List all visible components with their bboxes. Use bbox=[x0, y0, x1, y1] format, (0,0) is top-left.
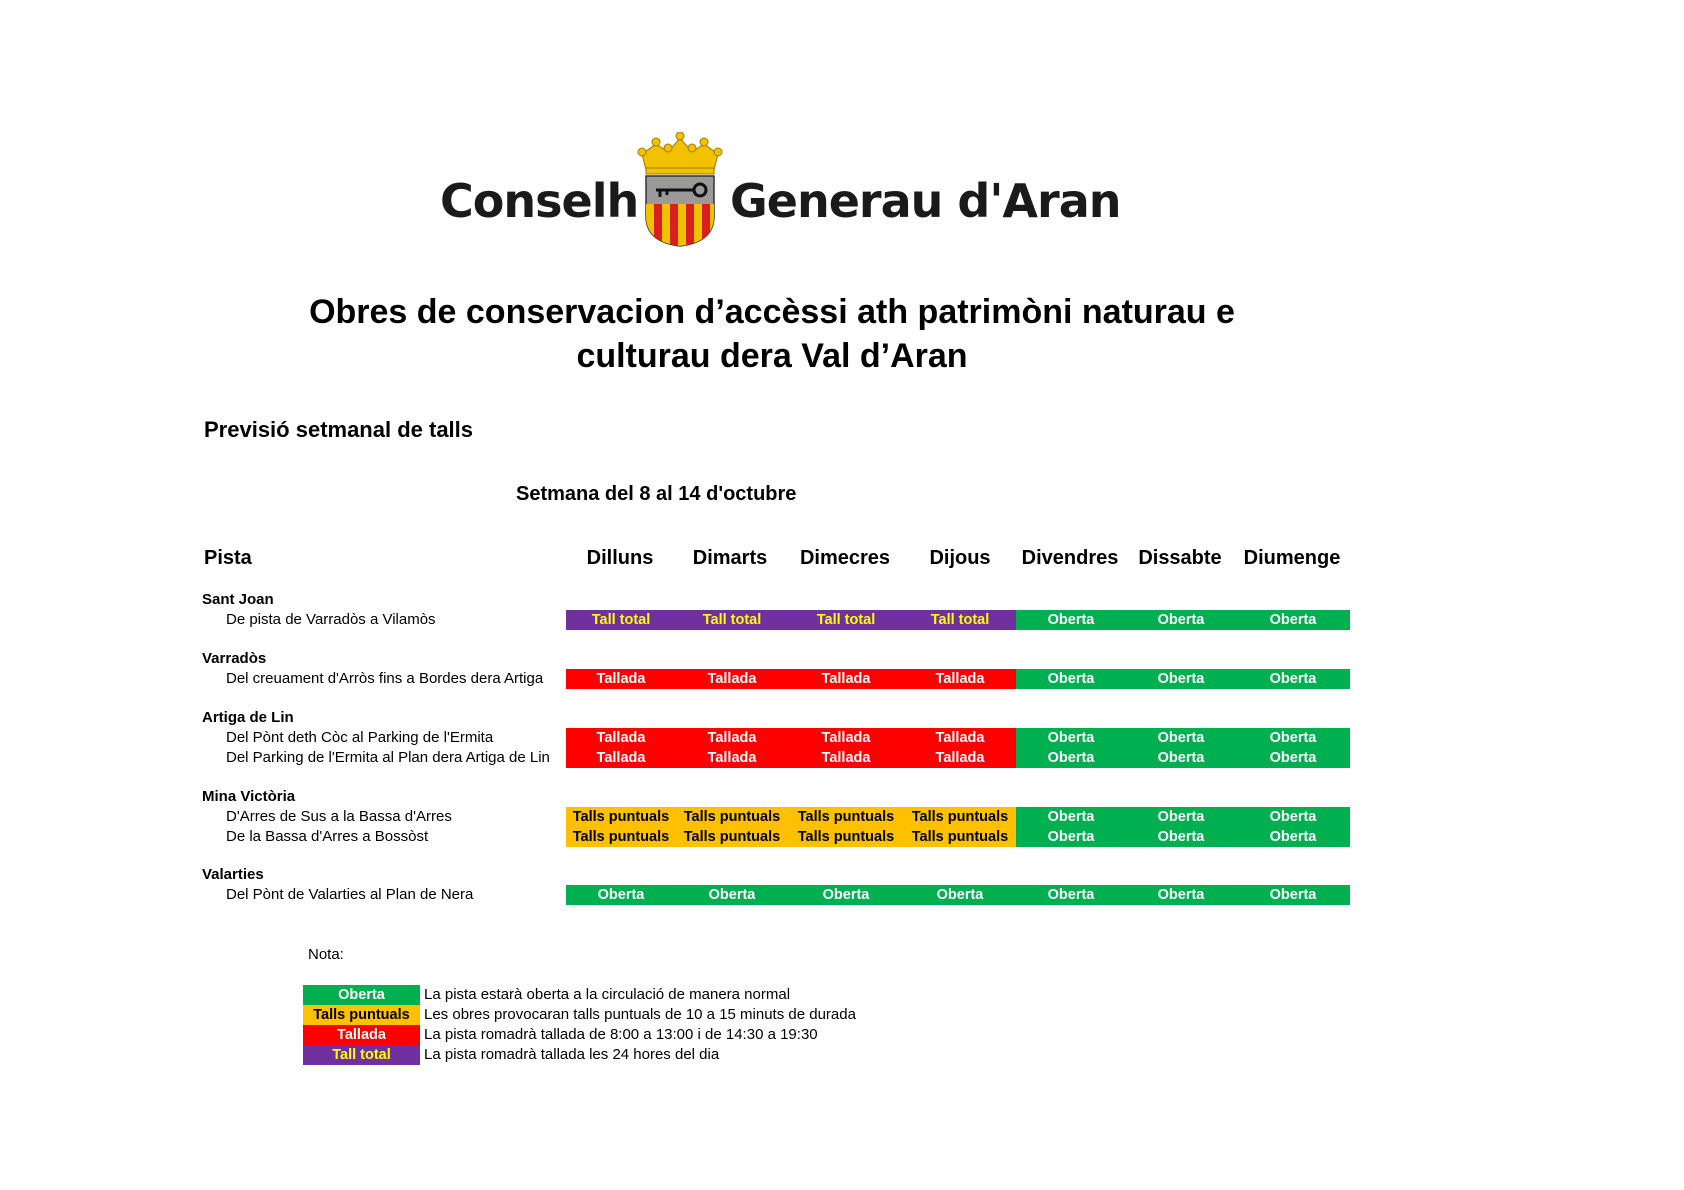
status-cell: Tallada bbox=[788, 728, 904, 748]
group-name: Valarties bbox=[202, 866, 264, 883]
status-cell: Talls puntuals bbox=[788, 807, 904, 827]
route-name: Del Pònt de Valarties al Plan de Nera bbox=[226, 886, 474, 903]
day-header-divendres: Divendres bbox=[1021, 547, 1119, 569]
status-cell: Tall total bbox=[566, 610, 676, 630]
route-name: Del creuament d'Arròs fins a Bordes dera Artiga bbox=[226, 670, 544, 687]
group-name: Sant Joan bbox=[202, 591, 274, 608]
note-label: Nota: bbox=[308, 946, 344, 963]
day-header-dimecres: Dimecres bbox=[799, 547, 891, 569]
status-cell: Oberta bbox=[676, 885, 788, 905]
legend-description: La pista romadrà tallada de 8:00 a 13:00 i de 14:30 a 19:30 bbox=[424, 1026, 818, 1043]
status-cell: Oberta bbox=[1016, 610, 1126, 630]
legend-swatch: Talls puntuals bbox=[303, 1005, 420, 1025]
status-cell: Oberta bbox=[1236, 748, 1350, 768]
status-cell: Talls puntuals bbox=[904, 827, 1016, 847]
status-cell: Oberta bbox=[788, 885, 904, 905]
day-header-diumenge: Diumenge bbox=[1243, 547, 1341, 569]
status-cell: Tallada bbox=[566, 728, 676, 748]
status-cell: Talls puntuals bbox=[566, 827, 676, 847]
status-cell: Tallada bbox=[904, 728, 1016, 748]
status-cell: Oberta bbox=[1126, 827, 1236, 847]
coat-of-arms-icon bbox=[636, 132, 724, 248]
status-cell: Oberta bbox=[1016, 669, 1126, 689]
legend-swatch: Oberta bbox=[303, 985, 420, 1005]
status-cell: Tallada bbox=[676, 728, 788, 748]
status-cell: Oberta bbox=[1126, 748, 1236, 768]
legend-description: Les obres provocaran talls puntuals de 10 a 15 minuts de durada bbox=[424, 1006, 856, 1023]
status-cell: Tall total bbox=[676, 610, 788, 630]
title-line-1: Obres de conservacion d’accèssi ath patrimòni naturau e bbox=[309, 293, 1235, 331]
page-title bbox=[160, 290, 1384, 378]
status-cell: Tallada bbox=[904, 669, 1016, 689]
status-cell: Oberta bbox=[1016, 748, 1126, 768]
status-cell: Oberta bbox=[1126, 728, 1236, 748]
status-cell: Oberta bbox=[1016, 728, 1126, 748]
group-name: Mina Victòria bbox=[202, 788, 296, 805]
logo-word-right: Generau d'Aran bbox=[730, 174, 1121, 228]
status-cell: Oberta bbox=[1016, 885, 1126, 905]
status-cell: Tallada bbox=[788, 748, 904, 768]
legend-description: La pista estarà oberta a la circulació de manera normal bbox=[424, 986, 791, 1003]
status-cell: Talls puntuals bbox=[788, 827, 904, 847]
status-cell: Oberta bbox=[1236, 728, 1350, 748]
status-cell: Oberta bbox=[1236, 827, 1350, 847]
legend-swatch: Tallada bbox=[303, 1025, 420, 1045]
conselh-generau-logo bbox=[440, 132, 1140, 252]
title-line-2: culturau dera Val d’Aran bbox=[576, 337, 968, 375]
legend-swatch: Tall total bbox=[303, 1045, 420, 1065]
status-cell: Tallada bbox=[676, 748, 788, 768]
status-cell: Tall total bbox=[788, 610, 904, 630]
status-cell: Tallada bbox=[566, 669, 676, 689]
status-cell: Tallada bbox=[788, 669, 904, 689]
legend-description: La pista romadrà tallada les 24 hores del dia bbox=[424, 1046, 720, 1063]
status-cell: Oberta bbox=[1126, 610, 1236, 630]
status-cell: Oberta bbox=[1016, 827, 1126, 847]
pista-column-header: Pista bbox=[204, 547, 252, 569]
group-name: Varradòs bbox=[202, 650, 267, 667]
week-label: Setmana del 8 al 14 d'octubre bbox=[516, 483, 797, 505]
status-cell: Tallada bbox=[904, 748, 1016, 768]
status-cell: Talls puntuals bbox=[676, 807, 788, 827]
day-header-dilluns: Dilluns bbox=[586, 547, 654, 569]
logo-word-left: Conselh bbox=[440, 174, 639, 228]
day-header-dissabte: Dissabte bbox=[1138, 547, 1222, 569]
status-cell: Talls puntuals bbox=[904, 807, 1016, 827]
status-cell: Tall total bbox=[904, 610, 1016, 630]
status-cell: Oberta bbox=[1236, 610, 1350, 630]
status-cell: Talls puntuals bbox=[566, 807, 676, 827]
day-header-dijous: Dijous bbox=[929, 547, 991, 569]
status-cell: Oberta bbox=[1016, 807, 1126, 827]
route-name: De pista de Varradòs a Vilamòs bbox=[226, 611, 436, 628]
status-cell: Oberta bbox=[1236, 669, 1350, 689]
route-name: De la Bassa d'Arres a Bossòst bbox=[226, 828, 429, 845]
status-cell: Oberta bbox=[1236, 807, 1350, 827]
status-cell: Oberta bbox=[1126, 669, 1236, 689]
route-name: Del Parking de l'Ermita al Plan dera Artiga de Lin bbox=[226, 749, 550, 766]
status-cell: Oberta bbox=[1236, 885, 1350, 905]
day-header-dimarts: Dimarts bbox=[692, 547, 768, 569]
route-name: D'Arres de Sus a la Bassa d'Arres bbox=[226, 808, 452, 825]
section-subtitle: Previsió setmanal de talls bbox=[204, 417, 474, 442]
status-cell: Oberta bbox=[1126, 885, 1236, 905]
group-name: Artiga de Lin bbox=[202, 709, 294, 726]
status-cell: Tallada bbox=[676, 669, 788, 689]
status-cell: Oberta bbox=[904, 885, 1016, 905]
status-cell: Oberta bbox=[1126, 807, 1236, 827]
status-cell: Tallada bbox=[566, 748, 676, 768]
status-cell: Oberta bbox=[566, 885, 676, 905]
route-name: Del Pònt deth Còc al Parking de l'Ermita bbox=[226, 729, 494, 746]
status-cell: Talls puntuals bbox=[676, 827, 788, 847]
